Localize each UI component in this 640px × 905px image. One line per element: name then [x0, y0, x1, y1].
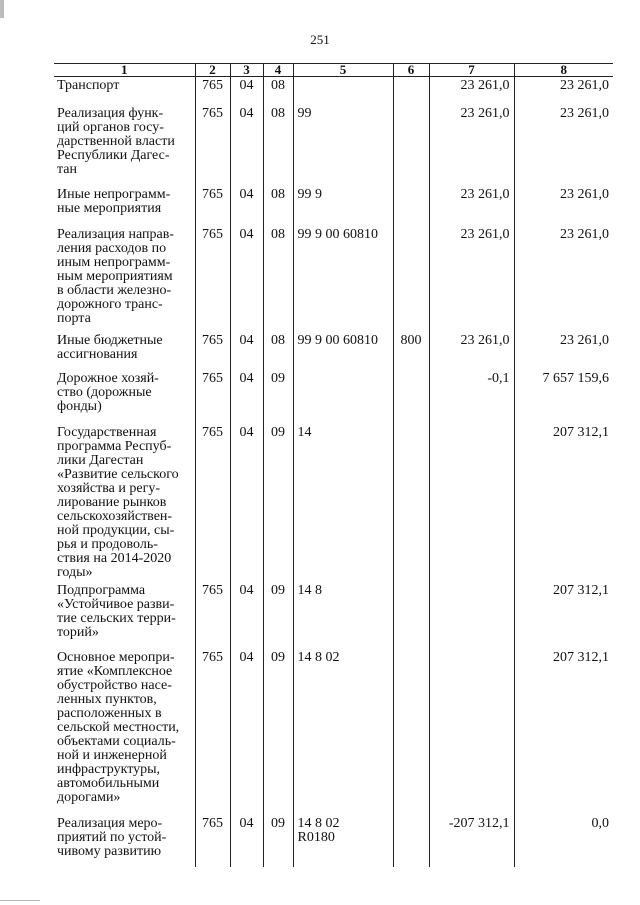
target-article-cell: 99 [293, 105, 393, 186]
change-amount-cell: 23 261,0 [429, 105, 514, 186]
expense-type-cell [393, 105, 429, 186]
admin-code-cell: 765 [195, 226, 230, 332]
subsection-cell: 08 [263, 332, 293, 370]
table-body [54, 77, 613, 867]
total-amount-cell: 207 312,1 [514, 424, 613, 582]
expense-type-cell [393, 649, 429, 815]
subsection-cell: 09 [263, 424, 293, 582]
expense-type-cell [393, 226, 429, 332]
row-name-cell: Дорожное хозяй- ство (дорожные фонды) [57, 370, 159, 414]
total-amount-cell: 7 657 159,6 [514, 370, 613, 424]
table-row [54, 226, 613, 332]
expense-type-cell [393, 77, 429, 105]
total-amount-cell: 23 261,0 [514, 186, 613, 226]
section-cell: 04 [230, 105, 263, 186]
change-amount-cell: -207 312,1 [429, 815, 514, 867]
change-amount-cell [429, 649, 514, 815]
total-amount-cell: 0,0 [514, 815, 613, 867]
expense-type-cell [393, 582, 429, 649]
admin-code-cell: 765 [195, 77, 230, 105]
target-article-cell: 14 8 02 R0180 [293, 815, 393, 867]
target-article-cell: 99 9 00 60810 [293, 332, 393, 370]
target-article-cell [293, 77, 393, 105]
admin-code-cell: 765 [195, 370, 230, 424]
subsection-cell: 09 [263, 649, 293, 815]
admin-code-cell: 765 [195, 582, 230, 649]
table-row [54, 649, 613, 815]
scan-edge-mark [0, 0, 4, 18]
total-amount-cell: 207 312,1 [514, 582, 613, 649]
page-number: 251 [310, 32, 330, 47]
table-row [54, 332, 613, 370]
target-article-cell [293, 370, 393, 424]
column-header: 5 [293, 64, 393, 77]
change-amount-cell: -0,1 [429, 370, 514, 424]
target-article-cell: 14 8 02 [293, 649, 393, 815]
expense-type-cell [393, 370, 429, 424]
total-amount-cell: 23 261,0 [514, 332, 613, 370]
subsection-cell: 09 [263, 582, 293, 649]
scan-edge-mark [0, 900, 40, 901]
admin-code-cell: 765 [195, 424, 230, 582]
total-amount-cell: 207 312,1 [514, 649, 613, 815]
change-amount-cell [429, 424, 514, 582]
change-amount-cell: 23 261,0 [429, 332, 514, 370]
total-amount-cell: 23 261,0 [514, 77, 613, 105]
budget-table [54, 63, 613, 867]
subsection-cell: 09 [263, 370, 293, 424]
section-cell: 04 [230, 332, 263, 370]
admin-code-cell: 765 [195, 186, 230, 226]
row-name-cell: Иные бюджетные ассигнования [57, 332, 163, 362]
table-row [54, 77, 613, 105]
change-amount-cell [429, 582, 514, 649]
column-header: 2 [195, 64, 230, 77]
section-cell: 04 [230, 424, 263, 582]
section-cell: 04 [230, 649, 263, 815]
row-name-cell: Подпрограмма «Устойчивое разви- тие сельских терри- торий» [57, 582, 176, 640]
section-cell: 04 [230, 582, 263, 649]
target-article-cell: 99 9 00 60810 [293, 226, 393, 332]
column-header: 8 [514, 64, 613, 77]
expense-type-cell: 800 [393, 332, 429, 370]
table-row [54, 815, 613, 867]
row-name-cell: Государственная программа Респуб- лики Дагестан «Развитие сельского хозяйства и регу- лирование рынков сельскохозяйствен- ной продукции, сы- рья и продоволь- ствия на 2014-2020 годы» [57, 424, 179, 580]
expense-type-cell [393, 186, 429, 226]
table-header [54, 64, 613, 77]
section-cell: 04 [230, 186, 263, 226]
change-amount-cell: 23 261,0 [429, 226, 514, 332]
row-name-cell: Основное меропри- ятие «Комплексное обустройство насе- ленных пунктов, расположенных в сельской местности, объектами социаль- ной и инженерной инфраструктуры, автомобильными дорогами» [57, 649, 180, 805]
table-row [54, 370, 613, 424]
row-name-cell: Реализация направ- ления расходов по иным непрограмм- ным мероприятиям в области железно- дорожного транс- порта [57, 226, 174, 326]
row-name-cell: Транспорт [57, 78, 120, 93]
total-amount-cell: 23 261,0 [514, 226, 613, 332]
row-name-cell: Реализация функ- ций органов госу- дарственной власти Республики Дагес- тан [57, 105, 175, 177]
expense-type-cell [393, 815, 429, 867]
admin-code-cell: 765 [195, 332, 230, 370]
section-cell: 04 [230, 815, 263, 867]
admin-code-cell: 765 [195, 815, 230, 867]
section-cell: 04 [230, 226, 263, 332]
column-header: 1 [54, 64, 195, 77]
table-row [54, 424, 613, 582]
subsection-cell: 08 [263, 77, 293, 105]
table-row [54, 582, 613, 649]
subsection-cell: 08 [263, 226, 293, 332]
column-header: 4 [263, 64, 293, 77]
section-cell: 04 [230, 77, 263, 105]
change-amount-cell: 23 261,0 [429, 186, 514, 226]
column-header: 6 [393, 64, 429, 77]
admin-code-cell: 765 [195, 649, 230, 815]
subsection-cell: 09 [263, 815, 293, 867]
target-article-cell: 99 9 [293, 186, 393, 226]
admin-code-cell: 765 [195, 105, 230, 186]
expense-type-cell [393, 424, 429, 582]
row-name-cell: Реализация меро- приятий по устой- чивому развитию [57, 815, 167, 859]
target-article-cell: 14 [293, 424, 393, 582]
column-header: 3 [230, 64, 263, 77]
section-cell: 04 [230, 370, 263, 424]
column-header: 7 [429, 64, 514, 77]
total-amount-cell: 23 261,0 [514, 105, 613, 186]
row-name-cell: Иные непрограмм- ные мероприятия [57, 186, 171, 216]
target-article-cell: 14 8 [293, 582, 393, 649]
subsection-cell: 08 [263, 186, 293, 226]
subsection-cell: 08 [263, 105, 293, 186]
table-row [54, 105, 613, 186]
table-row [54, 186, 613, 226]
change-amount-cell: 23 261,0 [429, 77, 514, 105]
